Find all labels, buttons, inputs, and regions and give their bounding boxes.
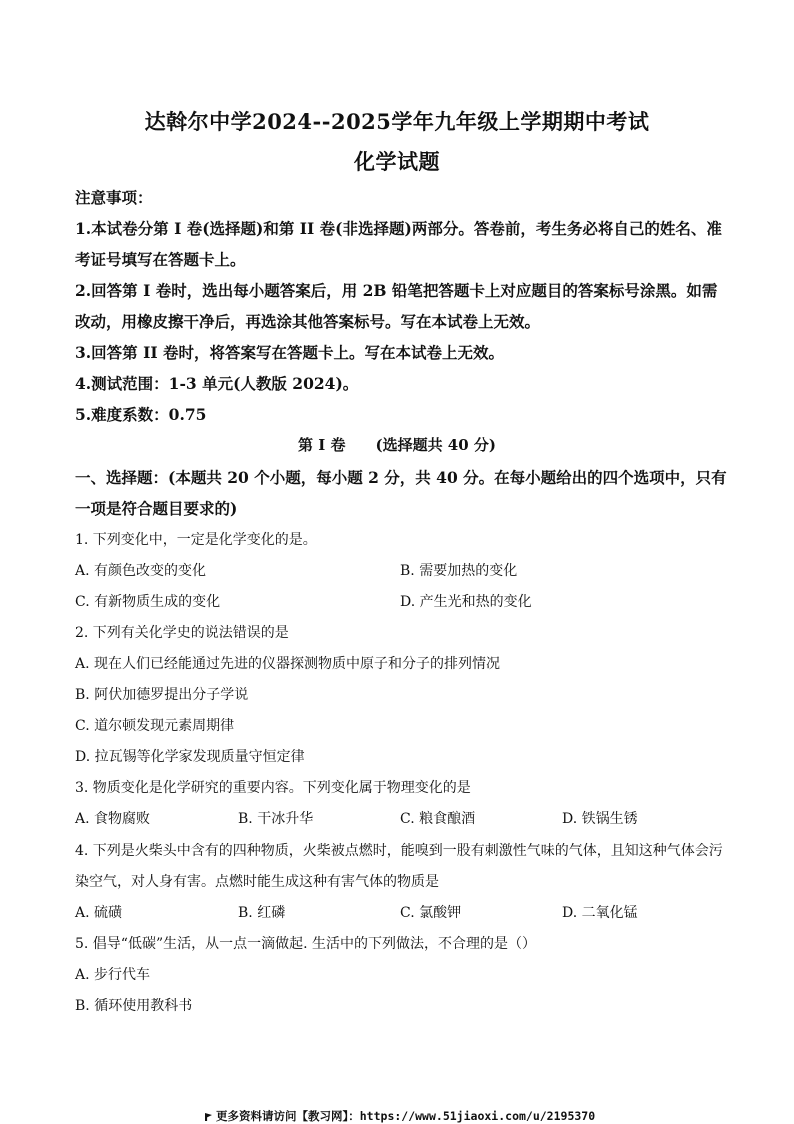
question-4-stem-line-2: 染空气，对人身有害。点燃时能生成这种有害气体的物质是 <box>75 874 439 890</box>
question-1-option-d: D. 产生光和热的变化 <box>400 594 532 610</box>
question-3-option-a: A. 食物腐败 <box>75 811 151 827</box>
question-3-option-c: C. 粮食酿酒 <box>400 811 476 827</box>
page-title: 达斡尔中学2024--2025学年九年级上学期期中考试 <box>144 109 650 134</box>
page-subtitle: 化学试题 <box>354 149 440 174</box>
question-1-option-a: A. 有颜色改变的变化 <box>75 563 207 579</box>
question-5-option-b: B. 循环使用教科书 <box>75 998 193 1014</box>
question-2-option-b: B. 阿伏加德罗提出分子学说 <box>75 687 249 703</box>
question-1-option-c: C. 有新物质生成的变化 <box>75 594 221 610</box>
note-1-line-2: 考证号填写在答题卡上。 <box>75 250 246 269</box>
note-4: 4.测试范围：1-3 单元(人教版 2024)。 <box>75 374 359 393</box>
footer-text: 更多资料请访问【教习网】：https://www.51jiaoxi.com/u/2195370 <box>216 1109 596 1123</box>
question-5-stem: 5. 倡导“低碳”生活，从一点一滴做起. 生活中的下列做法，不合理的是（） <box>75 936 537 952</box>
note-1-line-1: 1.本试卷分第 I 卷(选择题)和第 II 卷(非选择题)两部分。答卷前，考生务必将自己的姓名、准 <box>75 219 722 238</box>
note-2-line-1: 2.回答第 I 卷时，选出每小题答案后，用 2B 铅笔把答题卡上对应题目的答案标号涂黑。如需 <box>75 281 718 300</box>
part1-instructions-line-2: 一项是符合题目要求的) <box>75 499 238 518</box>
note-3: 3.回答第 II 卷时，将答案写在答题卡上。写在本试卷上无效。 <box>75 343 504 362</box>
section-label: 第 I 卷 <box>298 436 346 454</box>
question-4-option-c: C. 氯酸钾 <box>400 905 462 921</box>
question-2-stem: 2. 下列有关化学史的说法错误的是 <box>75 625 289 641</box>
note-2-line-2: 改动，用橡皮擦干净后，再选涂其他答案标号。写在本试卷上无效。 <box>75 312 541 331</box>
part1-instructions-line-1: 一、选择题：(本题共 20 个小题，每小题 2 分，共 40 分。在每小题给出的四个选项中，只有 <box>75 468 727 487</box>
question-4-option-a: A. 硫磺 <box>75 905 123 921</box>
flag-icon <box>205 1113 212 1121</box>
question-3-stem: 3. 物质变化是化学研究的重要内容。下列变化属于物理变化的是 <box>75 780 471 796</box>
footer-link[interactable] <box>205 1108 595 1124</box>
question-4-option-b: B. 红磷 <box>238 905 286 921</box>
question-3-option-d: D. 铁锅生锈 <box>562 811 638 827</box>
question-4-stem-line-1: 4. 下列是火柴头中含有的四种物质，火柴被点燃时，能嗅到一股有刺激性气味的气体，且知这种气体会污 <box>75 843 723 859</box>
section-desc: (选择题共 40 分) <box>375 436 496 454</box>
question-2-option-a: A. 现在人们已经能通过先进的仪器探测物质中原子和分子的排列情况 <box>75 656 501 672</box>
question-2-option-d: D. 拉瓦锡等化学家发现质量守恒定律 <box>75 749 305 765</box>
question-1-stem: 1. 下列变化中，一定是化学变化的是。 <box>75 532 317 548</box>
notes-heading: 注意事项： <box>75 188 153 207</box>
question-1-option-b: B. 需要加热的变化 <box>400 563 518 579</box>
question-3-option-b: B. 干冰升华 <box>238 811 314 827</box>
question-4-option-d: D. 二氧化锰 <box>562 905 638 921</box>
section-heading <box>0 434 794 455</box>
note-5: 5.难度系数：0.75 <box>75 405 207 424</box>
question-5-option-a: A. 步行代车 <box>75 967 151 983</box>
question-2-option-c: C. 道尔顿发现元素周期律 <box>75 718 235 734</box>
